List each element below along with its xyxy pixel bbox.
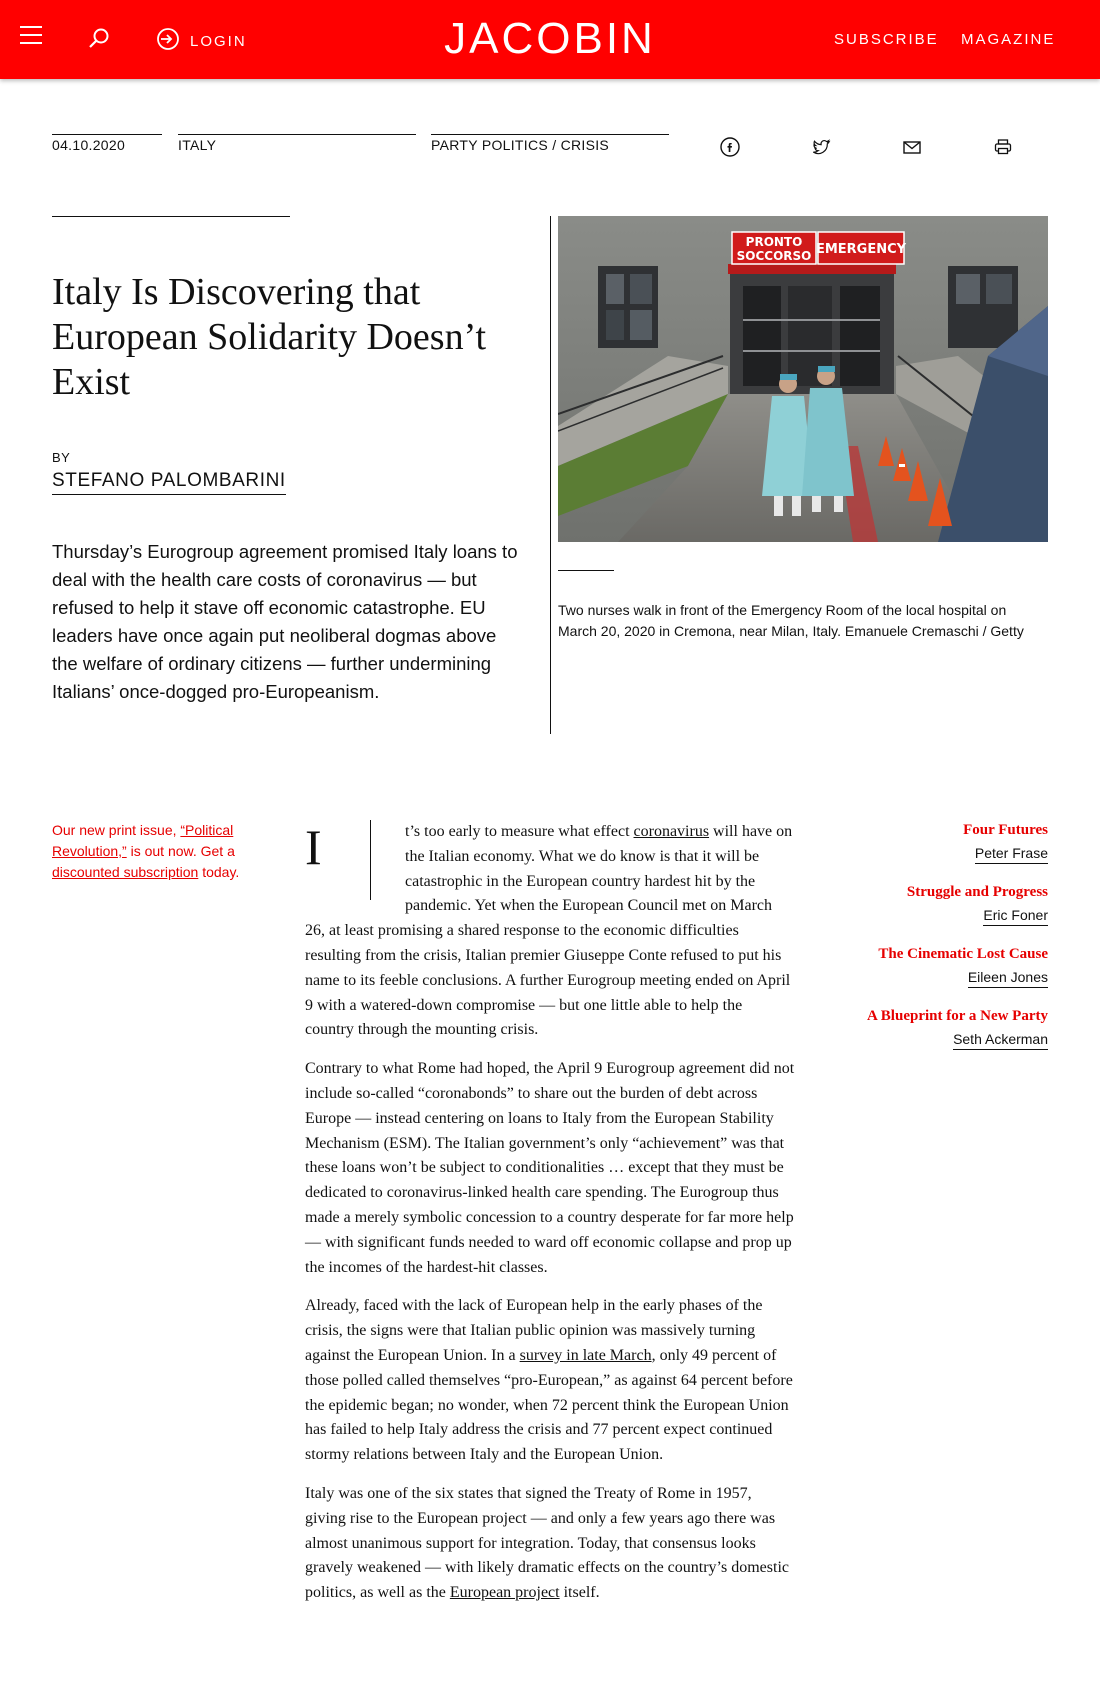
search-icon[interactable] [86,26,112,52]
european-project-link[interactable]: European project [449,1584,560,1602]
subscribe-link[interactable]: SUBSCRIBE [834,31,939,48]
twitter-icon[interactable] [810,136,832,158]
promo-subscription-link[interactable]: discounted subscription [52,864,199,880]
body-paragraph-1: I t’s too early to measure what effect coronavirus will have on the Italian economy. What we do know is that it will be catastrophic in the European country hardest hit by the pandemic. Yet when the European Council met on March 26, at least promising a shared response to the economic difficulties resulting from the crisis, Italian premier Giuseppe Conte refused to put his name to its feeble conclusions. A further Eurogroup meeting ended on April 9 with a watered-down compromise — but one little able to help the country through the mounting crisis. [305,819,793,1039]
print-issue-promo [52,820,242,883]
related-title[interactable]: Four Futures [963,822,1048,838]
promo-text-2: is out now. Get a [126,843,235,859]
byline-label: BY [52,450,71,465]
photo-sign-emergency: EMERGENCY [815,242,907,257]
related-author[interactable]: Seth Ackerman [953,1030,1048,1050]
related-item[interactable] [840,1006,1048,1050]
related-item[interactable] [840,944,1048,988]
related-title[interactable]: The Cinematic Lost Cause [878,946,1048,962]
related-author[interactable]: Peter Frase [975,844,1048,864]
menu-icon[interactable] [20,26,44,50]
site-header [0,0,1100,79]
body-paragraph-4: Italy was one of the six states that signed the Treaty of Rome in 1957, giving rise to the European project — and only a few years ago there was almost unanimous support for integration. Today, that consensus looks gravely weakened — with likely dramatic effects on the country’s domestic politics, as well as the European project itself. [305,1484,789,1602]
dropcap: I [305,820,405,900]
photo-sign-pronto: PRONTO [745,235,803,249]
print-icon[interactable] [992,136,1014,158]
divider [550,216,551,734]
related-item[interactable] [840,882,1048,926]
article-dek: Thursday’s Eurogroup agreement promised Italy loans to deal with the health care costs of coronavirus — but refused to help it stave off economic catastrophe. EU leaders have once again put neoliberal dogmas above the welfare of ordinary citizens — further undermining Italians’ once-dogged pro-Europeanism. [52,541,518,702]
login-icon [156,27,180,56]
caption-rule [558,570,614,571]
author-link[interactable]: STEFANO PALOMBARINI [52,470,286,495]
photo-sign-soccorso: SOCCORSO [736,249,812,263]
promo-issue-link[interactable]: “Political Revolution,” [52,822,234,859]
article-date: 04.10.2020 [52,134,162,153]
article-body [305,820,795,1620]
title-rule [52,216,290,217]
email-icon[interactable] [901,136,923,158]
body-paragraph-2: Contrary to what Rome had hoped, the April 9 Eurogroup agreement did not include so-called “coronabonds” to share out the burden of debt across Europe — instead centering on loans to Italy from the European Stability Mechanism (ESM). The Italian government’s only “achievement” was that these loans won’t be subject to conditionalities … except that they must be dedicated to coronavirus-linked health care spending. The Eurogroup thus made a merely symbolic concession to a country desperate for far more help — with significant funds needed to ward off economic collapse and prop up the incomes of the hardest-hit classes. [305,1060,795,1276]
topic-tag[interactable]: PARTY POLITICS / CRISIS [431,134,669,153]
login-button[interactable] [156,27,247,56]
related-author[interactable]: Eric Foner [983,906,1048,926]
article-title: Italy Is Discovering that European Solidarity Doesn’t Exist [52,271,487,403]
promo-text-1: Our new print issue, [52,822,181,838]
survey-link[interactable]: survey in late March [519,1346,652,1364]
related-author[interactable]: Eileen Jones [968,968,1048,988]
related-item[interactable] [840,820,1048,864]
login-label: LOGIN [190,33,247,50]
related-title[interactable]: Struggle and Progress [906,884,1048,900]
article-photo [558,216,1048,542]
body-paragraph-3: Already, faced with the lack of European help in the early phases of the crisis, the signs were that Italian public opinion was massively turning against the European Union. In a survey in late March, only 49 percent of those polled called themselves “pro-European,” as against 64 percent before the epidemic began; no wonder, when 72 percent think the European Union has failed to help Italy address the crisis and 77 percent expect continued stormy relations between Italy and the European Union. [305,1297,793,1464]
site-logo[interactable]: JACOBIN [444,14,656,63]
magazine-link[interactable]: MAGAZINE [961,31,1056,48]
related-title[interactable]: A Blueprint for a New Party [867,1008,1048,1024]
country-tag[interactable]: ITALY [178,134,416,153]
facebook-icon[interactable] [719,136,741,158]
promo-text-3: today. [198,864,240,880]
photo-caption: Two nurses walk in front of the Emergency Room of the local hospital on March 20, 2020 in Cremona, near Milan, Italy. Emanuele Cremaschi / Getty [558,602,1024,639]
related-articles [840,820,1048,1068]
coronavirus-link[interactable]: coronavirus [633,823,710,840]
